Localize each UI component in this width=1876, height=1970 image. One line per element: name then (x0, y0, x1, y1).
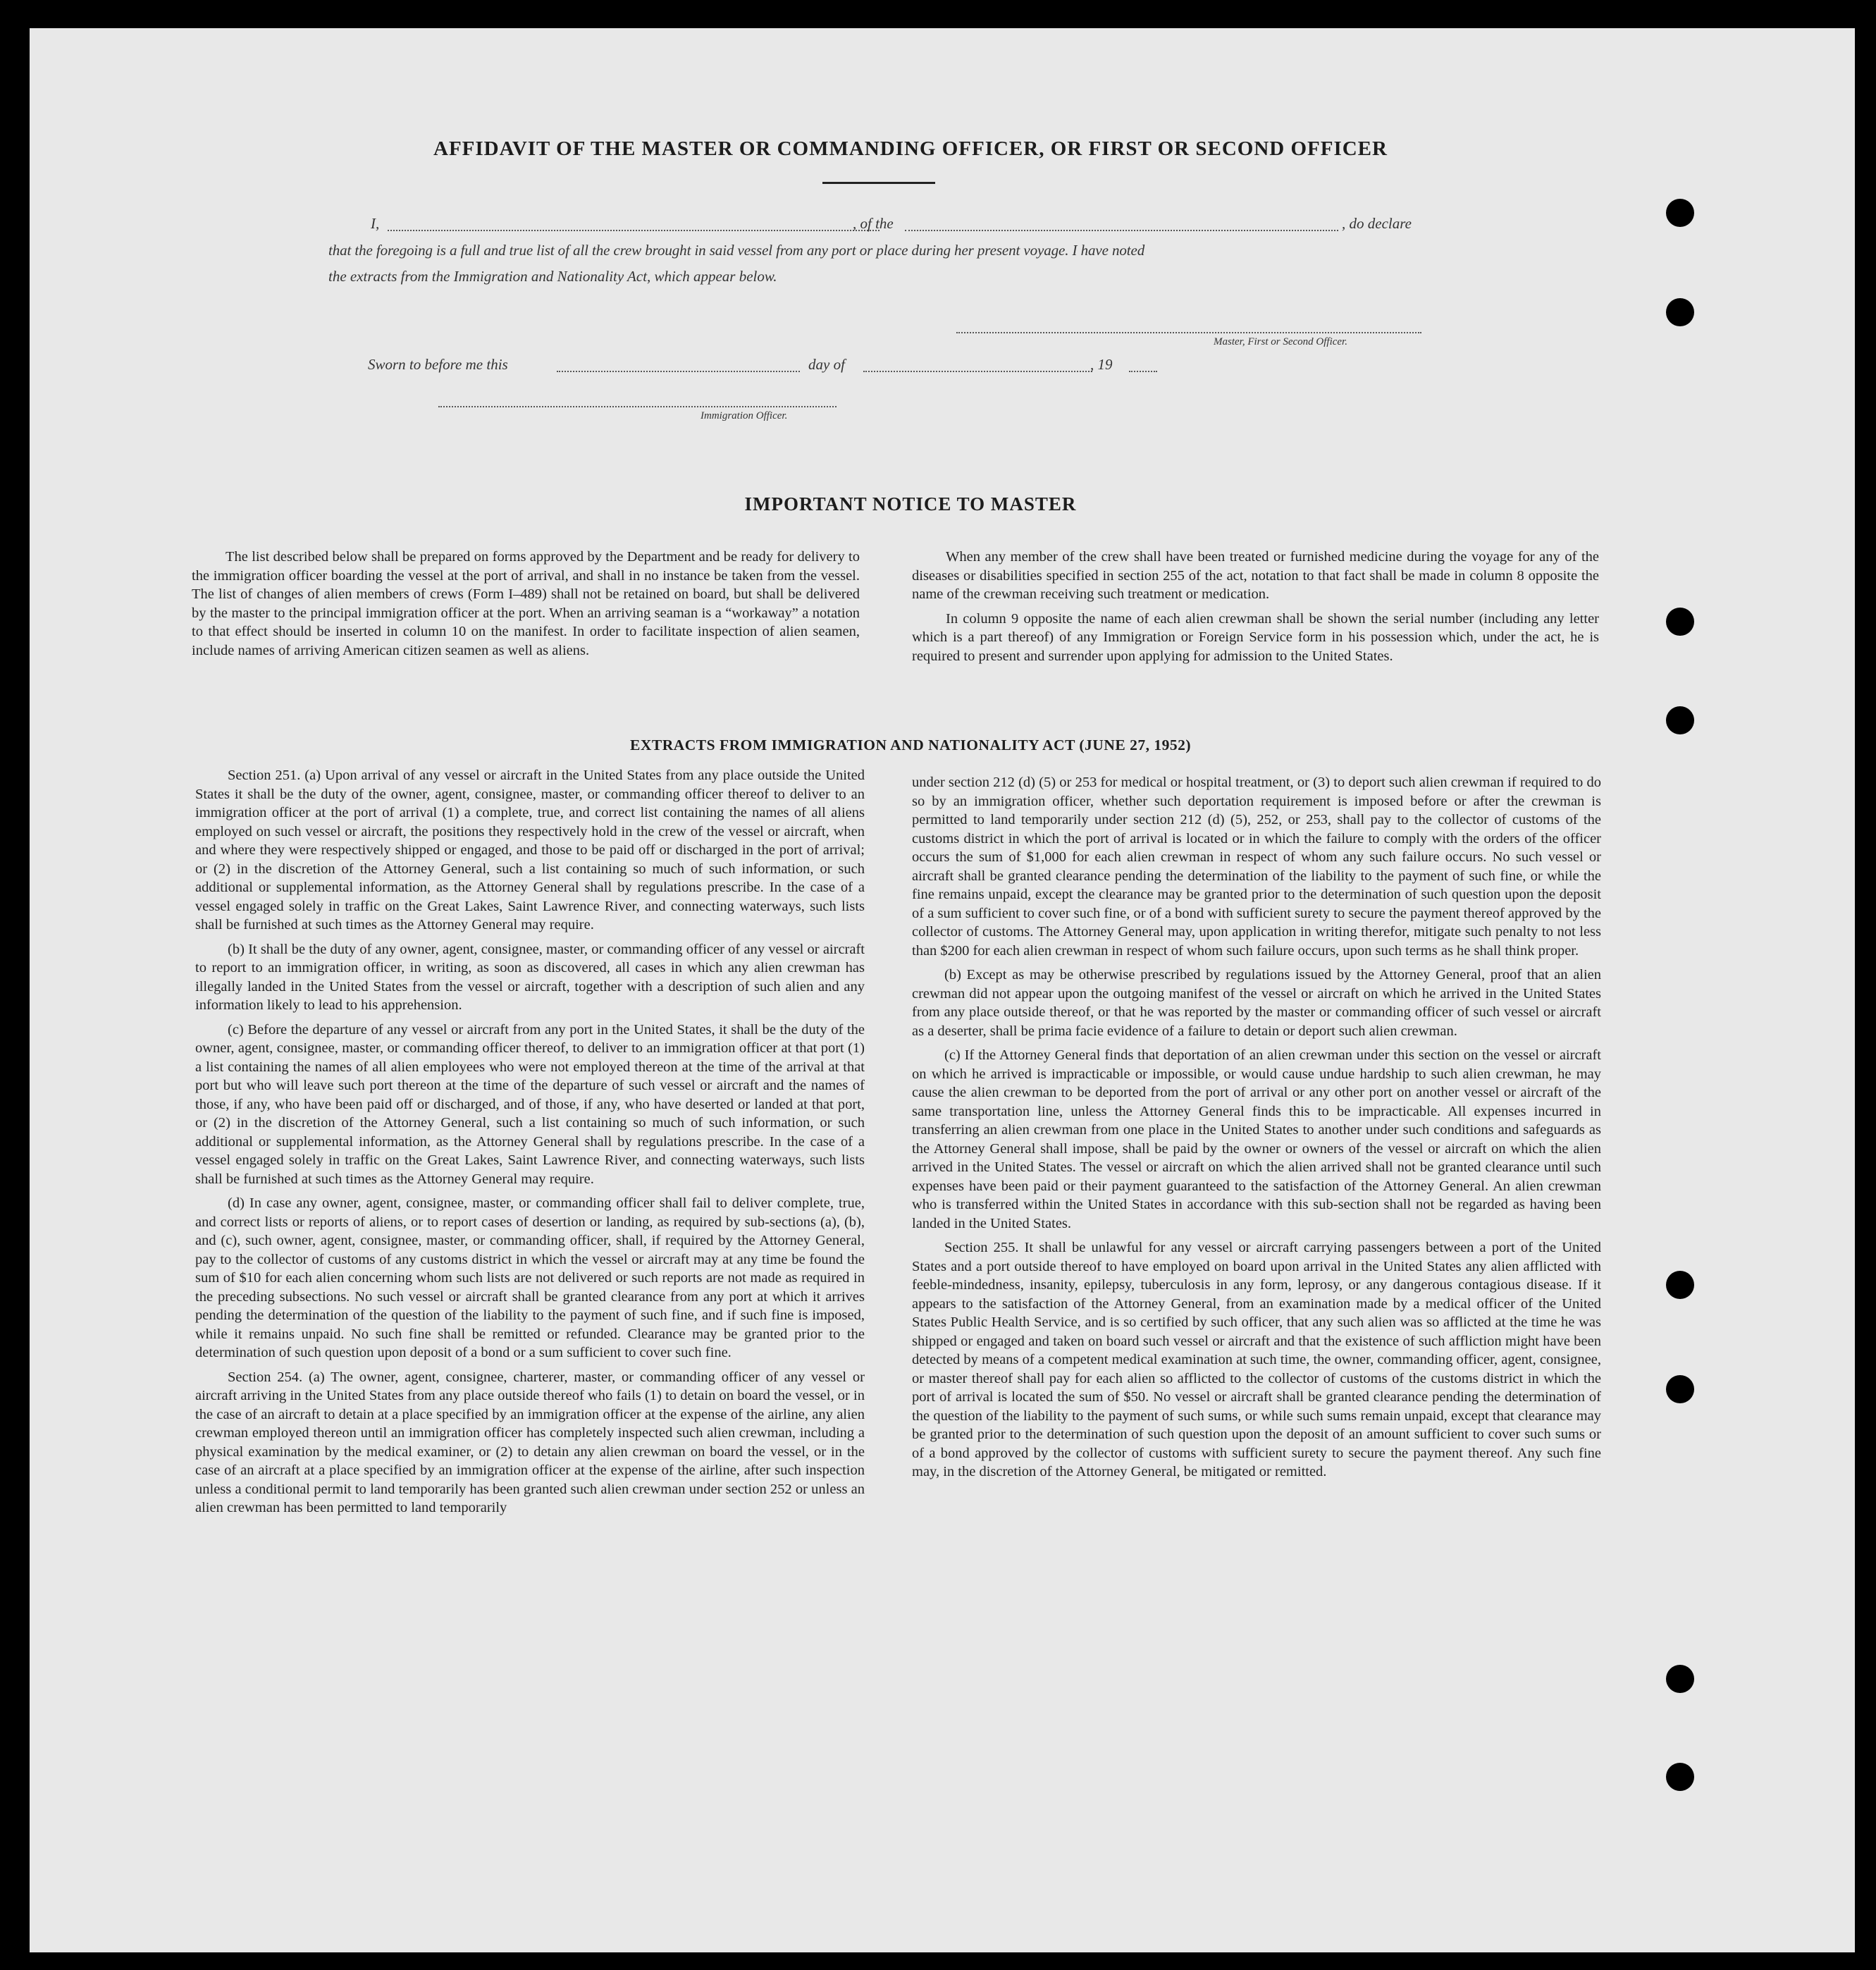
sworn-day-of: day of (808, 356, 845, 373)
punch-hole (1666, 1665, 1694, 1693)
punch-hole (1666, 706, 1694, 734)
section-paragraph: (b) It shall be the duty of any owner, agent, consignee, master, or commanding officer of any vessel or aircraft to report to an immigration officer, in writing, as soon as discovered, all cases in which any alien crewman has illegally landed in the United States from the vessel or aircraft, together with a description of such alien and any information likely to lead to his apprehension. (195, 941, 865, 1013)
declaration-do-declare: , do declare (1342, 215, 1412, 232)
extracts-left-column (195, 766, 865, 1523)
sworn-month-blank (863, 370, 1092, 372)
notice-paragraph: When any member of the crew shall have been treated or furnished medicine during the voyage for any of the diseases or disabilities specified in section 255 of the act, notation to that fact shall be made in column 8 opposite the name of the crewman receiving such treatment or medication. (912, 549, 1599, 602)
section-paragraph: Section 254. (a) The owner, agent, consignee, charterer, master, or commanding officer of any vessel or aircraft arriving in the United States from any place outside thereof who fails (1) to detain on board the vessel, or in the case of an aircraft to detain at a place specified by an immigration officer at the expense of the airline, any alien crewman employed thereon until an immigration officer has completely inspected such alien crewman, including a physical examination by the medical examiner, or (2) to detain any alien crewman on board the vessel, or in the case of an aircraft at a place specified by an immigration officer at the expense of the airline, after such inspection unless a conditional permit to land temporarily has been granted such alien crewman under section 252 or unless an alien crewman has been permitted to land temporarily (195, 1369, 865, 1515)
section-paragraph: under section 212 (d) (5) or 253 for medical or hospital treatment, or (3) to deport such alien crewman if required to do so by an immigration officer, whether such deportation requirement is imposed before or after the crewman is permitted to land temporarily under section 212 (d) (5), 252, or 253, shall pay to the collector of customs of the customs district in which the port of arrival is located or in which the failure to comply with the orders of the officer occurs the sum of $1,000 for each alien crewman in respect of whom any such failure occurs. No such vessel or aircraft shall be granted clearance pending the determination of the liability to the payment of such fine, or while the fine remains unpaid, except the clearance may be granted prior to the determination of such question upon the deposit of a sum sufficient to cover such fine, or of a bond with sufficient surety to secure the payment thereof approved by the collector of customs. The Attorney General may, upon application in writing therefor, mitigate such penalty to not less than $200 for each alien crewman in respect of whom such failure occurs, upon such terms as he shall think proper. (912, 775, 1601, 959)
punch-hole (1666, 199, 1694, 227)
declaration-line-2: that the foregoing is a full and true list of all the crew brought in said vessel from any port or place during her present voyage. I have noted (328, 242, 1145, 259)
notice-right-column (912, 548, 1599, 671)
declaration-i: I, (371, 215, 380, 232)
punch-hole (1666, 1375, 1694, 1403)
sworn-year-blank (1129, 370, 1157, 372)
section-paragraph: Section 251. (a) Upon arrival of any vessel or aircraft in the United States from any place outside the United States it shall be the duty of the owner, agent, consignee, master, or commanding officer thereof to deliver to an immigration officer at the port of arrival (1) a complete, true, and correct list containing the names of all aliens employed on such vessel or aircraft, the positions they respectively hold in the crew of the vessel or aircraft, when and where they were respectively shipped or engaged, and those to be paid off or discharged in the port of arrival; or (2) in the discretion of the Attorney General, such a list containing so much of such information, or such additional or supplemental information, as the Attorney General shall by regulations prescribe. In the case of a vessel engaged solely in traffic on the Great Lakes, Saint Lawrence River, and connecting waterways, such lists shall be furnished at such times as the Attorney General may require. (195, 768, 865, 932)
declaration-of-the: , of the (853, 215, 894, 232)
sworn-prefix: Sworn to before me this (368, 356, 508, 373)
officer-signature-label: Immigration Officer. (701, 410, 788, 421)
title-rule (822, 182, 935, 184)
notice-paragraph: The list described below shall be prepared on forms approved by the Department and be ready for delivery to the immigration officer boarding the vessel at the port of arrival, and shall in no instance be taken from the vessel. The list of changes of alien members of crews (Form I–489) shall not be retained on board, but shall be delivered by the master to the principal immigration officer at the port. When an arriving seaman is a “workaway” a notation to that effect should be inserted in column 10 on the manifest. In order to facilitate inspection of alien seamen, include names of arriving American citizen seamen as well as aliens. (192, 549, 860, 658)
officer-signature-line (438, 405, 837, 407)
notice-left-column (192, 548, 860, 665)
affidavit-title: AFFIDAVIT OF THE MASTER OR COMMANDING OFFICER, OR FIRST OR SECOND OFFICER (433, 137, 1388, 160)
notice-paragraph: In column 9 opposite the name of each alien crewman shall be shown the serial number (including any letter which is a part thereof) of any Immigration or Foreign Service form in his possession which, under the act, he is required to present and surrender upon applying for admission to the United States. (912, 610, 1599, 664)
section-paragraph: (d) In case any owner, agent, consignee, master, or commanding officer shall fail to deliver complete, true, and correct lists or reports of aliens, or to report cases of desertion or landing, as required by sub-sections (a), (b), and (c), such owner, agent, consignee, master, or commanding officer, shall, if required by the Attorney General, pay to the collector of customs of any customs district in which the vessel or aircraft may at any time be found the sum of $10 for each alien concerning whom such lists are not delivered or such reports are not made as required in the preceding subsections. No such vessel or aircraft shall be granted clearance from any port at which it arrives pending the determination of the question of the liability to the payment of such fine, and if such fine is imposed, while it remains unpaid. No such fine shall be remitted or refunded. Clearance may be granted prior to the determination of such question upon deposit of a bond or a sum sufficient to cover such fine. (195, 1195, 865, 1360)
section-paragraph: (c) Before the departure of any vessel or aircraft from any port in the United States, it shall be the duty of the owner, agent, consignee, master, or commanding officer thereof, to deliver to an immigration officer at that port (1) a list containing the names of all alien employees who were not employed thereon at the time of the arrival at that port but who will leave such port thereon at the time of the departure of such vessel or aircraft and the names of those, if any, who have been paid off or discharged, and of those, if any, who have deserted or landed at that port, or (2) in the discretion of the Attorney General, such a list containing so much of such information, or such additional or supplemental information, as the Attorney General shall by regulations prescribe. In the case of a vessel engaged solely in traffic on the Great Lakes, Saint Lawrence River, and connecting waterways, such lists shall be furnished at such times as the Attorney General may require. (195, 1021, 865, 1187)
extracts-right-column (912, 773, 1601, 1487)
document-page (30, 28, 1855, 1952)
vessel-name-blank (905, 229, 1338, 231)
punch-hole (1666, 1763, 1694, 1791)
sworn-date-blank (557, 370, 800, 372)
master-signature-label: Master, First or Second Officer. (1214, 336, 1347, 347)
extracts-title: EXTRACTS FROM IMMIGRATION AND NATIONALITY ACT (JUNE 27, 1952) (630, 737, 1191, 753)
punch-hole (1666, 298, 1694, 326)
notice-title: IMPORTANT NOTICE TO MASTER (744, 493, 1077, 515)
section-paragraph: Section 255. It shall be unlawful for any vessel or aircraft carrying passengers between a port of the United States and a port outside thereof to have employed on board upon arrival in the United States any alien afflicted with feeble-mindedness, insanity, epilepsy, tuberculosis in any form, leprosy, or any dangerous contagious disease. If it appears to the satisfaction of the Attorney General, from an examination made by a medical officer of the United States Public Health Service, and is so certified by such officer, that any such alien was so afflicted at the time he was shipped or engaged and taken on board such vessel or aircraft and that the existence of such affliction might have been detected by means of a competent medical examination at such time, the owner, commanding officer, agent, consignee, or master thereof shall pay for each alien so afflicted to the collector of customs of the customs district in which the port of arrival is located the sum of $50. No vessel or aircraft shall be granted clearance pending the determination of the question of the liability to the payment of such sums, or while such sums remain unpaid, except that clearance may be granted prior to the determination of such question upon the deposit of an amount sufficient to cover such sums or of a bond approved by the collector of customs with sufficient surety to secure the payment thereof. Any such fine may, in the discretion of the Attorney General, be mitigated or remitted. (912, 1240, 1601, 1479)
declarant-name-blank (388, 229, 880, 231)
declaration-line-3: the extracts from the Immigration and Nationality Act, which appear below. (328, 268, 777, 285)
master-signature-line (956, 331, 1421, 333)
section-paragraph: (b) Except as may be otherwise prescribed by regulations issued by the Attorney General, proof that an alien crewman did not appear upon the outgoing manifest of the vessel or aircraft on which he arrived in the United States from any place outside thereof, or that he was reported by the master or commanding officer of such vessel or aircraft as a deserter, shall be prima facie evidence of a failure to detain or deport such alien crewman. (912, 967, 1601, 1039)
section-paragraph: (c) If the Attorney General finds that deportation of an alien crewman under this section on the vessel or aircraft on which he arrived is impracticable or impossible, or would cause undue hardship to such alien crewman, he may cause the alien crewman to be deported from the port of arrival or any other port on another vessel or aircraft of the same transportation line, unless the Attorney General finds this to be impracticable. All expenses incurred in transferring an alien crewman from one place in the United States to another under such conditions and safeguards as the Attorney General shall impose, shall be paid by the owner or owners of the vessel or aircraft on which the alien arrived in the United States. The vessel or aircraft on which the alien arrived shall not be granted clearance until such expenses have been paid or their payment guaranteed to the satisfaction of the Attorney General. An alien crewman who is transferred within the United States in accordance with this sub-section shall not be regarded as having been landed in the United States. (912, 1047, 1601, 1231)
punch-hole (1666, 608, 1694, 636)
punch-hole (1666, 1271, 1694, 1299)
sworn-year: , 19 (1090, 356, 1113, 373)
